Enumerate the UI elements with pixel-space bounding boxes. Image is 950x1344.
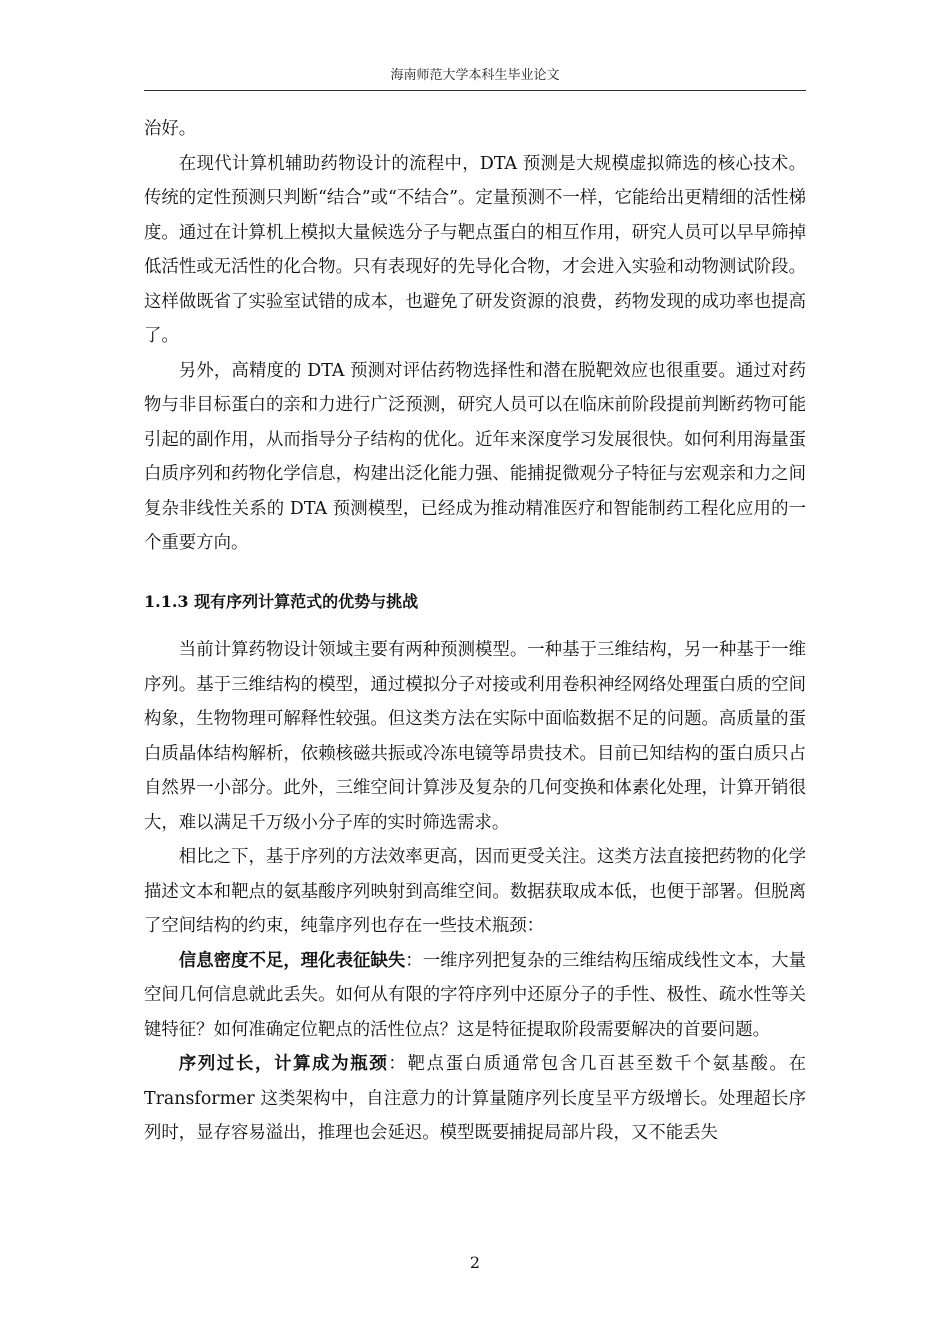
point-lead: 信息密度不足，理化表征缺失 — [178, 950, 406, 971]
page-body — [144, 112, 806, 1151]
running-header: 海南师范大学本科生毕业论文 — [390, 68, 560, 83]
point-text: ：靶点蛋白质通常包含几百甚至数千个氨基酸。在 Transformer 这类架构中，自注意力的计算量随序列长度呈平方级增长。处理超长序列时，显存容易溢出，推理也会延迟。模型既要捕捉局部片段，又不能丢失 — [144, 1054, 806, 1143]
point-information-density — [144, 944, 806, 1048]
paragraph-dta-selectivity: 另外，高精度的 DTA 预测对评估药物选择性和潜在脱靶效应也很重要。通过对药物与非目标蛋白的亲和力进行广泛预测，研究人员可以在临床前阶段提前判断药物可能引起的副作用，从而指导分子结构的优化。近年来深度学习发展很快。如何利用海量蛋白质序列和药物化学信息，构建出泛化能力强、能捕捉微观分子特征与宏观亲和力之间复杂非线性关系的 DTA 预测模型，已经成为推动精准医疗和智能制药工程化应用的一个重要方向。 — [144, 360, 806, 553]
point-lead: 序列过长，计算成为瓶颈 — [178, 1054, 389, 1074]
section-heading: 1.1.3 现有序列计算范式的优势与挑战 — [144, 591, 419, 611]
page-number: 2 — [469, 1253, 481, 1272]
point-text: ：一维序列把复杂的三维结构压缩成线性文本，大量空间几何信息就此丢失。如何从有限的字符序列中还原分子的手性、极性、疏水性等关键特征？如何准确定位靶点的活性位点？这是特征提取阶段需要解决的首要问题。 — [144, 950, 806, 1040]
paragraph-dta-workflow: 在现代计算机辅助药物设计的流程中，DTA 预测是大规模虚拟筛选的核心技术。传统的定性预测只判断“结合”或“不结合”。定量预测不一样，它能给出更精细的活性梯度。通过在计算机上模拟大量候选分子与靶点蛋白的相互作用，研究人员可以早早筛掉低活性或无活性的化合物。只有表现好的先导化合物，才会进入实验和动物测试阶段。这样做既省了实验室试错的成本，也避免了研发资源的浪费，药物发现的成功率也提高了。 — [144, 153, 806, 346]
paragraph-continuation: 治好。 — [144, 119, 197, 139]
paragraph-model-types: 当前计算药物设计领域主要有两种预测模型。一种基于三维结构，另一种基于一维序列。基于三维结构的模型，通过模拟分子对接或利用卷积神经网络处理蛋白质的空间构象，生物物理可解释性较强。但这类方法在实际中面临数据不足的问题。高质量的蛋白质晶体结构解析，依赖核磁共振或冷冻电镜等昂贵技术。目前已知结构的蛋白质只占自然界一小部分。此外，三维空间计算涉及复杂的几何变换和体素化处理，计算开销很大，难以满足千万级小分子库的实时筛选需求。 — [144, 640, 806, 833]
point-sequence-length — [144, 1047, 806, 1151]
header-rule — [144, 90, 806, 91]
paragraph-sequence-methods: 相比之下，基于序列的方法效率更高，因而更受关注。这类方法直接把药物的化学描述文本和靶点的氨基酸序列映射到高维空间。数据获取成本低，也便于部署。但脱离了空间结构的约束，纯靠序列也存在一些技术瓶颈： — [144, 847, 806, 936]
